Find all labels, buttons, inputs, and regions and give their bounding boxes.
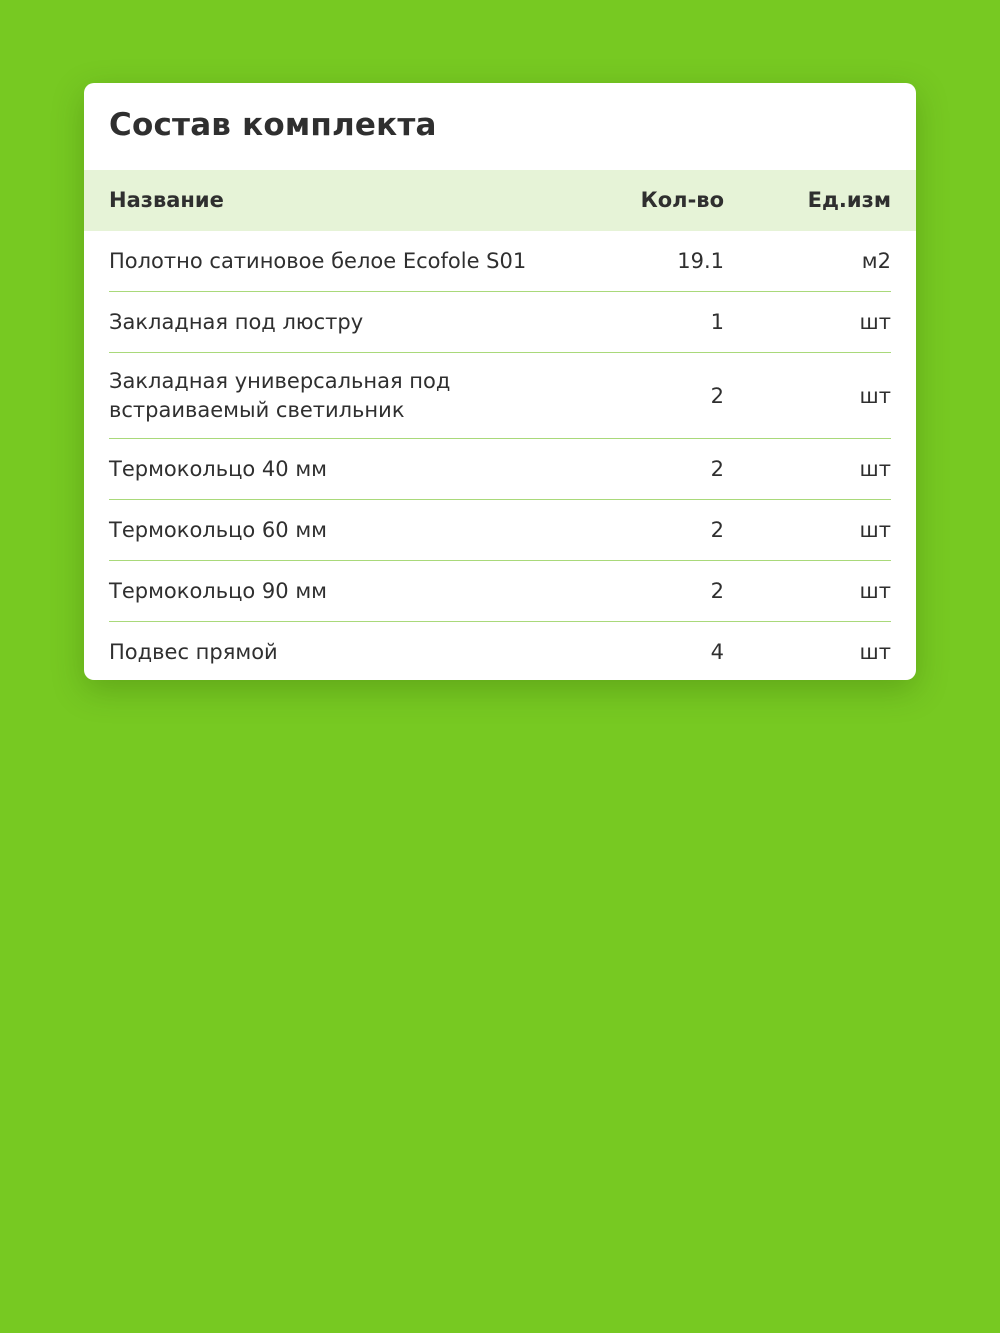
item-name: Термокольцо 40 мм [109, 456, 327, 481]
column-header-quantity: Кол-во [640, 188, 724, 212]
column-header-name: Название [109, 188, 224, 212]
item-unit: м2 [861, 249, 891, 273]
table-row [109, 231, 891, 292]
item-name: Подвес прямой [109, 639, 278, 664]
table-row [109, 561, 891, 622]
column-header-unit: Ед.изм [807, 188, 891, 212]
item-quantity: 2 [710, 383, 724, 408]
table-body [109, 231, 891, 680]
table-row [109, 292, 891, 353]
item-quantity: 2 [710, 579, 724, 603]
item-unit: шт [859, 383, 891, 408]
table-row [109, 439, 891, 500]
item-name: Закладная под люстру [109, 309, 364, 334]
item-quantity: 2 [710, 457, 724, 481]
item-name: Термокольцо 60 мм [109, 517, 327, 542]
item-quantity: 4 [710, 640, 724, 664]
card-title: Состав комплекта [109, 107, 437, 143]
item-name: Закладная универсальная под встраиваемый светильник [109, 368, 451, 422]
item-unit: шт [859, 457, 891, 481]
table-row [109, 353, 891, 439]
item-name: Термокольцо 90 мм [109, 578, 327, 603]
table-header [84, 170, 916, 231]
item-quantity: 2 [710, 518, 724, 542]
item-name: Полотно сатиновое белое Ecofole S01 [109, 248, 527, 273]
item-quantity: 1 [710, 310, 724, 334]
table-row [109, 500, 891, 561]
item-unit: шт [859, 518, 891, 542]
item-unit: шт [859, 579, 891, 603]
kit-contents-card [84, 83, 916, 680]
item-quantity: 19.1 [677, 249, 724, 273]
table-row [109, 622, 891, 680]
item-unit: шт [859, 310, 891, 334]
item-unit: шт [859, 640, 891, 664]
